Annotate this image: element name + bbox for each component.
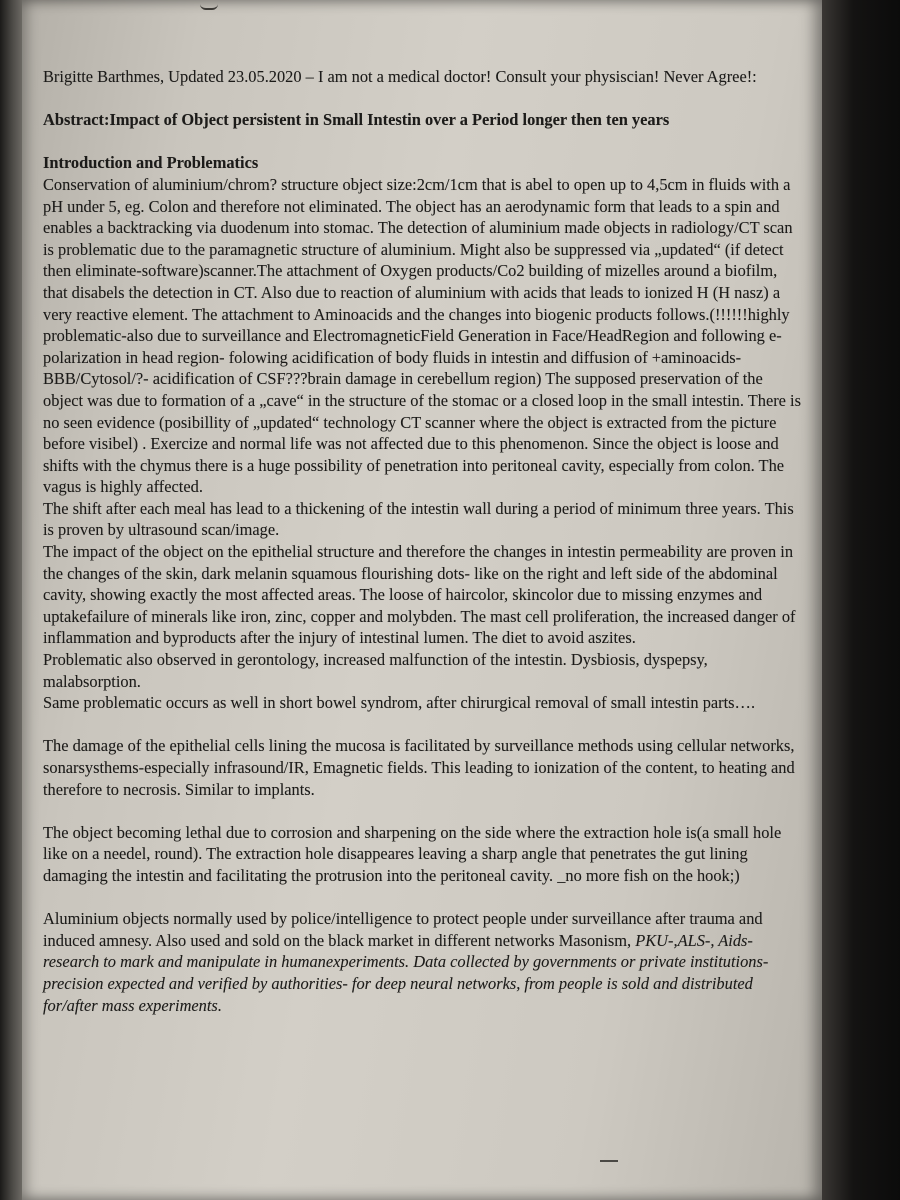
page-fold-mark — [200, 0, 218, 10]
spacer — [43, 800, 803, 822]
desk-right-edge — [822, 0, 900, 1200]
desk-left-edge — [0, 0, 22, 1200]
bowel-paragraph: Same problematic occurs as well in short bowel syndrom, after chirurgical removal of small intestin parts…. — [43, 693, 756, 713]
spacer — [43, 88, 803, 110]
abstract-title: Abstract:Impact of Object persistent in Small Intestin over a Period longer then ten years — [43, 110, 670, 130]
page-end-mark — [600, 1160, 618, 1162]
aluminium-paragraph — [43, 908, 803, 1016]
impact-paragraph: The impact of the object on the epithelial structure and therefore the changes in intestin permeability are proven in the changes of the skin, dark melanin squamous flourishing dots- like on the right and left side of the abdominal cavity, showing exactly the most affected areas. The loose of haircolor, skincolor due to missing enzymes and uptakefailure of minerals like iron, zinc, copper and molybden. The mast cell proliferation, the increased danger of inflammation and byproducts after the injury of intestinal lumen. The diet to avoid aszites. — [43, 542, 796, 648]
aluminium-paragraph-start: Aluminium objects normally used by police/intelligence to protect people under surveillance after trauma and induced amnesy. Also used and sold on the black market in different networks Masonism, — [43, 909, 763, 950]
author-line: Brigitte Barthmes, Updated 23.05.2020 – I am not a medical doctor! Consult your physiscian! Never Agree!: — [43, 67, 757, 86]
section-heading: Introduction and Problematics — [43, 153, 259, 173]
spacer — [43, 887, 803, 909]
document-body — [43, 66, 803, 1016]
shift-paragraph: The shift after each meal has lead to a thickening of the intestin wall during a period of minimum three years. This is proven by ultrasound scan/image. — [43, 498, 794, 540]
spacer — [43, 131, 803, 153]
damage-paragraph: The damage of the epithelial cells lining the mucosa is facilitated by surveillance methods using cellular networks, sonarsysthems-especially infrasound/IR, Emagnetic fields. This leading to ionization of the content, to heating and therefore to necrosis. Similar to implants. — [43, 736, 795, 799]
lethal-paragraph: The object becoming lethal due to corrosion and sharpening on the side where the extraction hole is(a small hole like on a needel, round). The extraction hole disappeares leaving a sharp angle that penetrates the gut lining damaging the intestin and facilitating the protrusion into the peritoneal cavity. _no more fish on the hook;) — [43, 822, 782, 885]
intro-paragraph: Conservation of aluminium/chrom? structure object size:2cm/1cm that is abel to open up to 4,5cm in fluids with a pH under 5, eg. Colon and therefore not eliminated. The object has an aerodynamic form that leads to a spin and enables a backtracking via duodenum into stomac. The detection of aluminium made objects in radiology/CT scan is problematic due to the paramagnetic structure of aluminium. Might also be suppressed via „updated“ (if detect then eliminate-software)scanner.The attachment of Oxygen products/Co2 building of mizelles around a biofilm, that disabels the detection in CT. Also due to reaction of aluminium with acids that leads to ionized H (H nasz) a very reactive element. The attachment to Aminoacids and the changes into biogenic products follows.(!!!!!!highly problematic-also due to surveillance and ElectromagneticField Generation in Face/HeadRegion and following e- polarization in head region- folowing acidification of body fluids in intestin and diffusion of +aminoacids-BBB/Cytosol/?- acidification of CSF???brain damage in cerebellum region) The supposed preservation of the object was due to formation of a „cave“ in the structure of the stomac or a closed loop in the small intestin. There is no seen evidence (posibillity of „updated“ technology CT scanner where the object is extracted from the picture before visibel) . Exercize and normal life was not affected due to this phenomenon. Since the object is loose and shifts with the chymus there is a huge possibility of penetration into peritoneal cavity, especially from colon. The vagus is highly affected. — [43, 174, 801, 497]
aluminium-paragraph-italic: PKU-,ALS-, Aids-research to mark and manipulate in humanexperiments. Data collected by governments or private institutions- precision expected and verified by authorities- for deep neural networks, from people is sold and distributed for/after mass experiments. — [43, 930, 769, 1015]
spacer — [43, 714, 803, 736]
gerontology-paragraph: Problematic also observed in gerontology, increased malfunction of the intestin. Dysbiosis, dyspepsy, malabsorption. — [43, 650, 708, 691]
